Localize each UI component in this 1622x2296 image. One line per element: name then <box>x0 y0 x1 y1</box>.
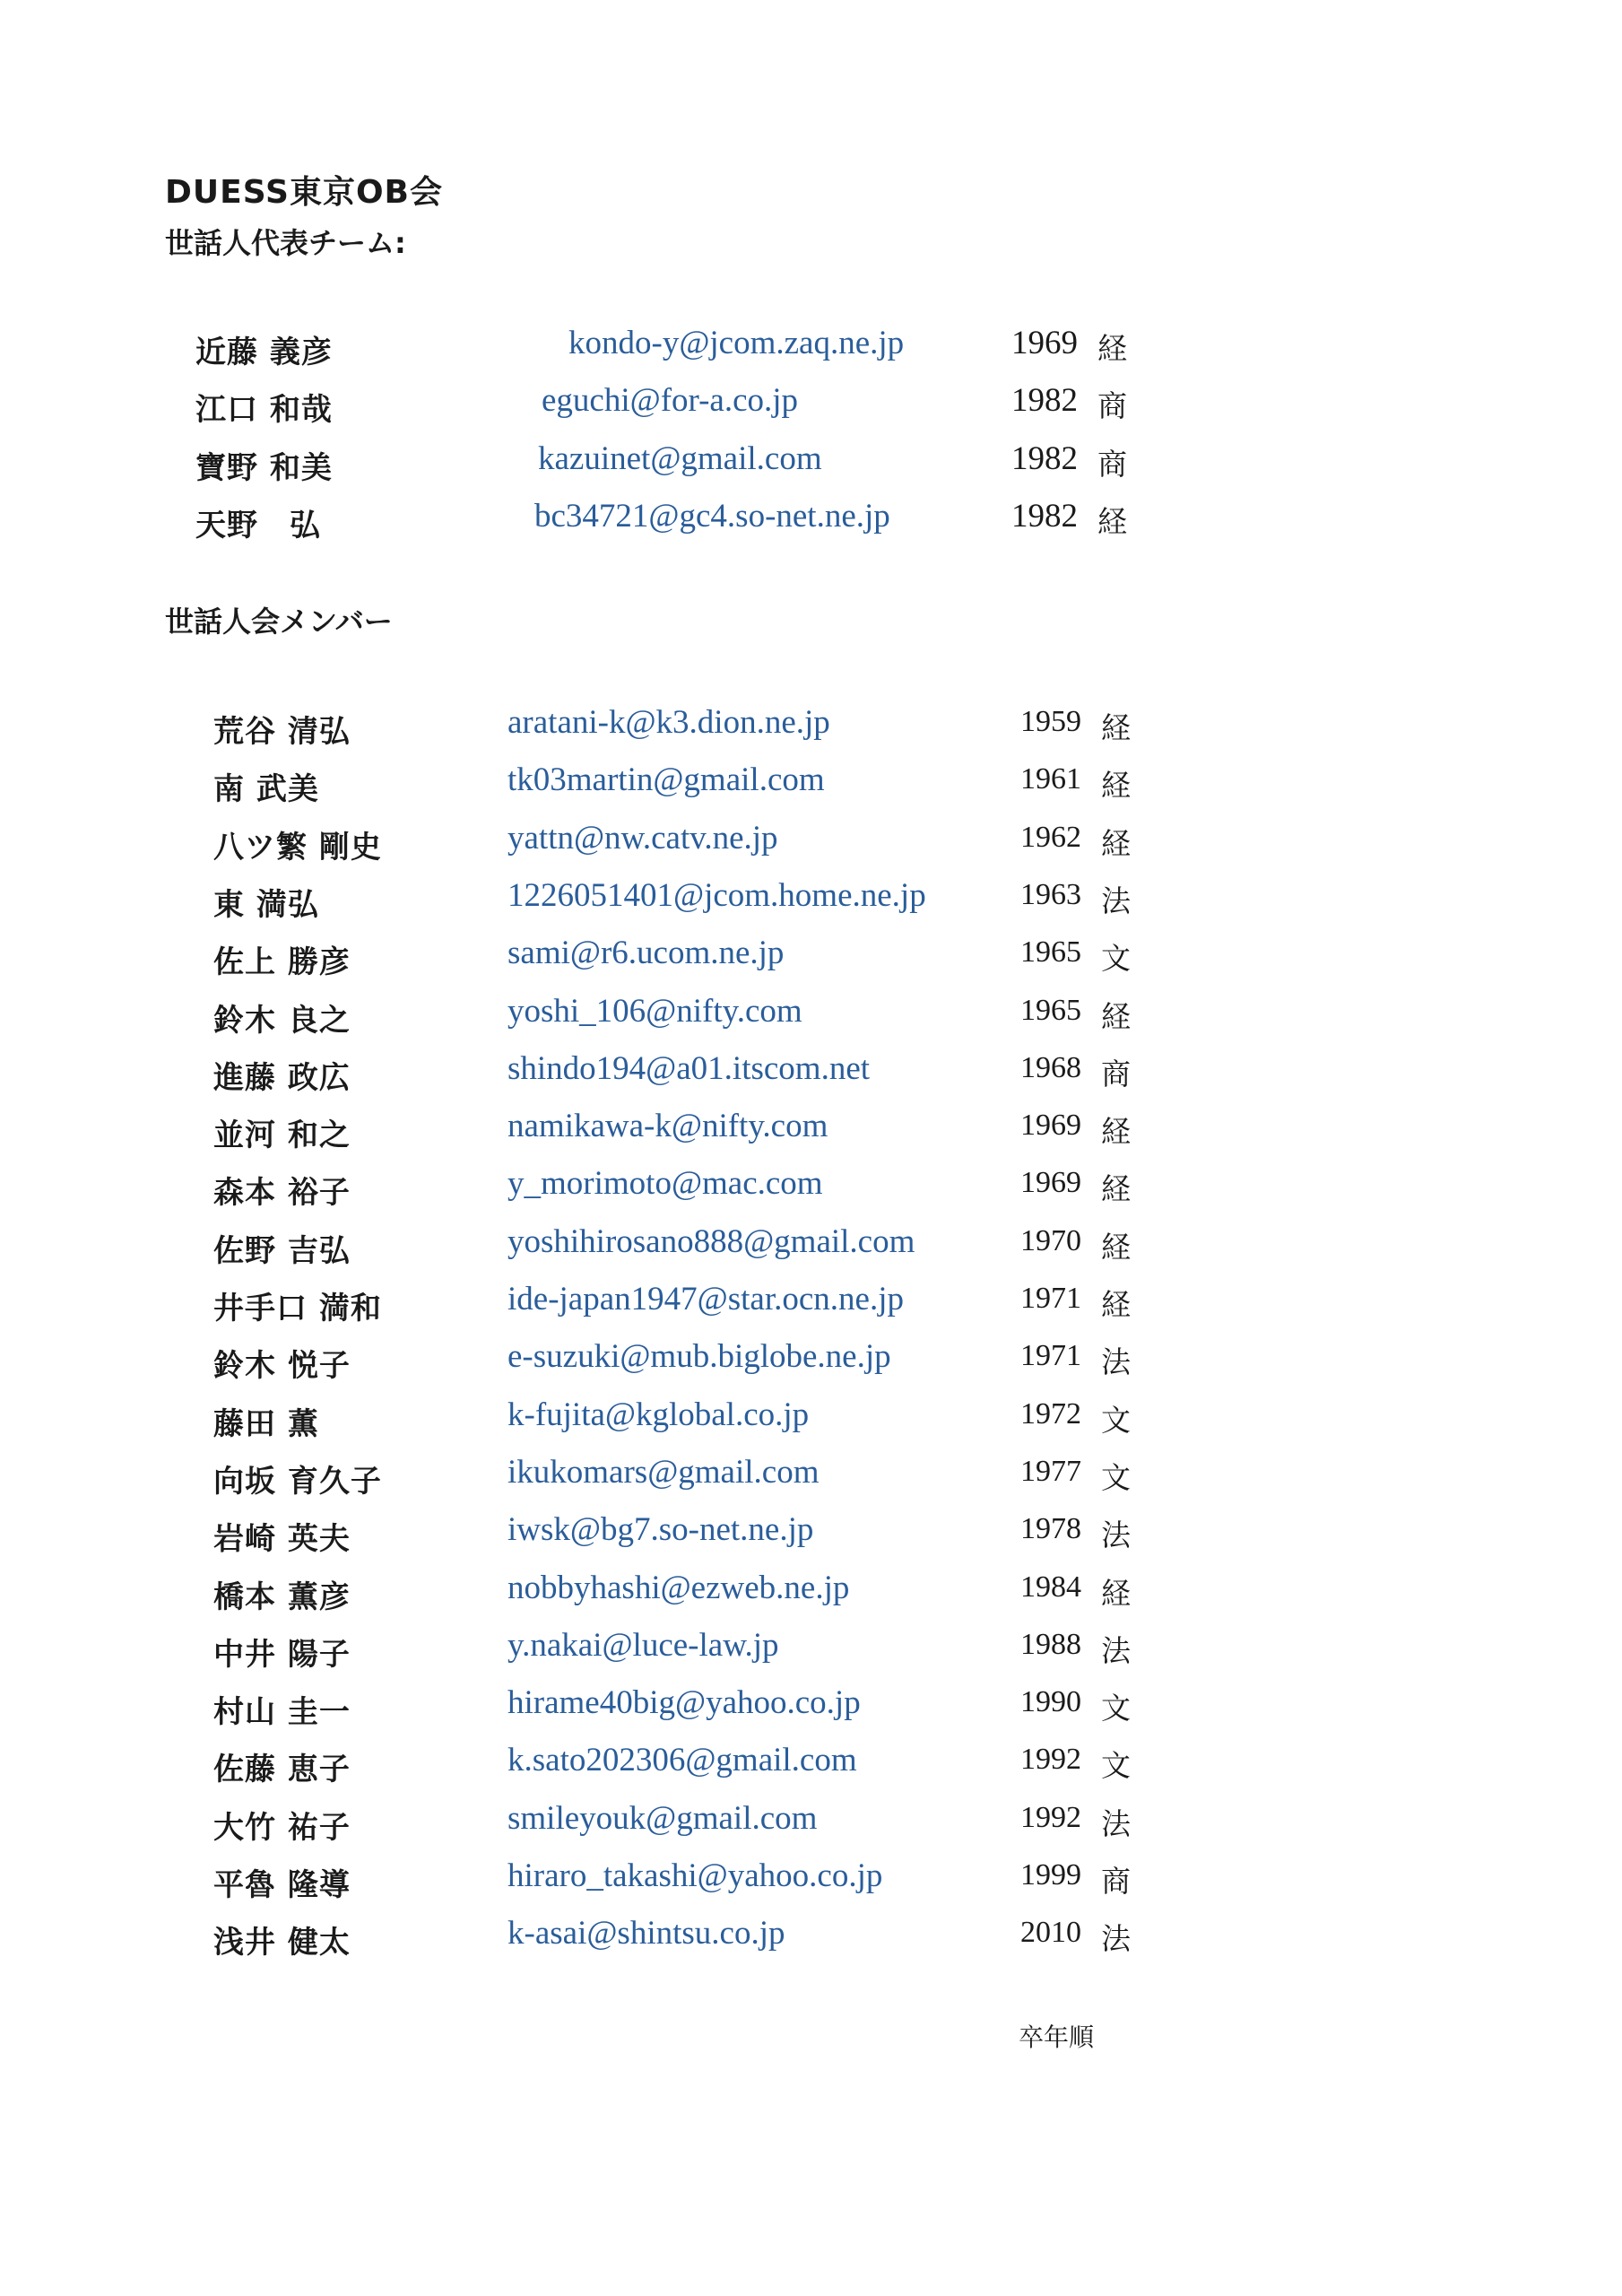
email-link[interactable]: eguchi@for-a.co.jp <box>542 382 799 419</box>
representative-row <box>0 320 1622 370</box>
member-row <box>0 1910 1622 1961</box>
faculty-label: 商 <box>1101 1864 1131 1899</box>
faculty-label: 文 <box>1101 1403 1131 1438</box>
member-row <box>0 1680 1622 1730</box>
member-name: 鈴木 悦子 <box>213 1348 351 1384</box>
members-heading: 世話人会メンバー <box>165 604 393 639</box>
faculty-label: 商 <box>1101 1057 1131 1091</box>
graduation-year: 1969 <box>1020 1109 1081 1142</box>
member-row <box>0 1392 1622 1442</box>
email-link[interactable]: y.nakai@luce-law.jp <box>507 1627 779 1664</box>
member-row <box>0 700 1622 750</box>
member-row <box>0 1219 1622 1269</box>
graduation-year: 1971 <box>1020 1282 1081 1315</box>
graduation-year: 1984 <box>1020 1570 1081 1604</box>
member-name: 寶野 和美 <box>195 450 333 486</box>
graduation-year: 1982 <box>1011 382 1078 419</box>
representative-row <box>0 378 1622 428</box>
member-name: 浅井 健太 <box>213 1925 351 1961</box>
member-name: 江口 和哉 <box>195 392 333 428</box>
member-name: 荒谷 清弘 <box>213 714 351 750</box>
member-name: 佐野 吉弘 <box>213 1233 351 1269</box>
faculty-label: 経 <box>1101 1576 1131 1611</box>
email-link[interactable]: k-asai@shintsu.co.jp <box>507 1915 785 1952</box>
graduation-year: 1982 <box>1011 498 1078 535</box>
member-row <box>0 1565 1622 1615</box>
email-link[interactable]: yoshi_106@nifty.com <box>507 993 802 1030</box>
graduation-year: 1999 <box>1020 1858 1081 1892</box>
email-link[interactable]: ikukomars@gmail.com <box>507 1454 820 1491</box>
member-name: 藤田 薫 <box>213 1406 319 1442</box>
faculty-label: 文 <box>1101 1691 1131 1726</box>
faculty-label: 経 <box>1101 1114 1131 1149</box>
representatives-heading: 世話人代表チーム: <box>165 226 406 260</box>
email-link[interactable]: shindo194@a01.itscom.net <box>507 1050 871 1087</box>
member-row <box>0 815 1622 865</box>
email-link[interactable]: hiraro_takashi@yahoo.co.jp <box>507 1857 883 1894</box>
faculty-label: 法 <box>1101 1806 1131 1841</box>
member-row <box>0 1046 1622 1096</box>
member-name: 佐藤 恵子 <box>213 1752 351 1787</box>
faculty-label: 文 <box>1101 1748 1131 1783</box>
member-name: 進藤 政広 <box>213 1060 351 1096</box>
email-link[interactable]: ide-japan1947@star.ocn.ne.jp <box>507 1281 904 1318</box>
graduation-year: 1968 <box>1020 1051 1081 1084</box>
email-link[interactable]: nobbyhashi@ezweb.ne.jp <box>507 1570 850 1606</box>
graduation-year: 1970 <box>1020 1224 1081 1257</box>
member-row <box>0 1796 1622 1846</box>
graduation-year: 1978 <box>1020 1512 1081 1545</box>
faculty-label: 経 <box>1101 1171 1131 1206</box>
member-name: 南 武美 <box>213 771 319 807</box>
graduation-year: 1971 <box>1020 1339 1081 1372</box>
faculty-label: 法 <box>1101 1921 1131 1956</box>
representative-row <box>0 493 1622 544</box>
email-link[interactable]: k-fujita@kglobal.co.jp <box>507 1396 810 1433</box>
member-row <box>0 873 1622 923</box>
email-link[interactable]: 1226051401@jcom.home.ne.jp <box>507 877 926 914</box>
member-row <box>0 1334 1622 1384</box>
faculty-label: 文 <box>1101 941 1131 976</box>
email-link[interactable]: kazuinet@gmail.com <box>538 440 822 477</box>
email-link[interactable]: hirame40big@yahoo.co.jp <box>507 1684 861 1721</box>
member-name: 東 満弘 <box>213 887 319 923</box>
member-row <box>0 1853 1622 1903</box>
faculty-label: 経 <box>1101 768 1131 803</box>
member-name: 森本 裕子 <box>213 1175 351 1211</box>
member-row <box>0 1737 1622 1787</box>
faculty-label: 経 <box>1101 1230 1131 1265</box>
email-link[interactable]: kondo-y@jcom.zaq.ne.jp <box>568 325 905 361</box>
graduation-year: 1992 <box>1020 1801 1081 1834</box>
email-link[interactable]: tk03martin@gmail.com <box>507 761 825 798</box>
graduation-year: 1990 <box>1020 1685 1081 1718</box>
member-name: 向坂 育久子 <box>213 1464 382 1500</box>
faculty-label: 経 <box>1101 999 1131 1034</box>
faculty-label: 商 <box>1097 447 1127 482</box>
sort-order-note: 卒年順 <box>1019 2022 1095 2052</box>
graduation-year: 1959 <box>1020 705 1081 738</box>
member-name: 中井 陽子 <box>213 1637 351 1673</box>
member-name: 並河 和之 <box>213 1118 351 1153</box>
faculty-label: 文 <box>1101 1460 1131 1495</box>
email-link[interactable]: sami@r6.ucom.ne.jp <box>507 935 785 971</box>
member-name: 橋本 薫彦 <box>213 1579 351 1615</box>
member-name: 大竹 祐子 <box>213 1810 351 1846</box>
graduation-year: 1969 <box>1011 325 1078 361</box>
email-link[interactable]: iwsk@bg7.so-net.ne.jp <box>507 1511 814 1548</box>
graduation-year: 1982 <box>1011 440 1078 477</box>
document-title: DUESS東京OB会 <box>165 174 443 211</box>
member-row <box>0 757 1622 807</box>
graduation-year: 1972 <box>1020 1397 1081 1431</box>
faculty-label: 法 <box>1101 1344 1131 1379</box>
email-link[interactable]: aratani-k@k3.dion.ne.jp <box>507 704 830 741</box>
member-row <box>0 1103 1622 1153</box>
member-name: 井手口 満和 <box>213 1291 382 1326</box>
email-link[interactable]: namikawa-k@nifty.com <box>507 1108 828 1144</box>
graduation-year: 1961 <box>1020 762 1081 796</box>
member-row <box>0 1507 1622 1557</box>
member-name: 村山 圭一 <box>213 1694 351 1730</box>
member-name: 佐上 勝彦 <box>213 944 351 980</box>
graduation-year: 1963 <box>1020 878 1081 911</box>
member-name: 天野 弘 <box>195 508 321 544</box>
member-name: 八ツ繁 剛史 <box>213 830 382 865</box>
graduation-year: 1969 <box>1020 1166 1081 1199</box>
graduation-year: 1988 <box>1020 1628 1081 1661</box>
member-row <box>0 930 1622 980</box>
representative-row <box>0 436 1622 486</box>
member-name: 平魯 隆導 <box>213 1867 351 1903</box>
graduation-year: 1992 <box>1020 1743 1081 1776</box>
faculty-label: 経 <box>1097 504 1127 539</box>
graduation-year: 1962 <box>1020 821 1081 854</box>
graduation-year: 2010 <box>1020 1916 1081 1949</box>
member-name: 鈴木 良之 <box>213 1003 351 1039</box>
member-row <box>0 1276 1622 1326</box>
email-link[interactable]: k.sato202306@gmail.com <box>507 1742 857 1779</box>
faculty-label: 経 <box>1097 331 1127 366</box>
faculty-label: 法 <box>1101 1633 1131 1668</box>
email-link[interactable]: smileyouk@gmail.com <box>507 1800 818 1837</box>
email-link[interactable]: yoshihirosano888@gmail.com <box>507 1223 915 1260</box>
faculty-label: 経 <box>1101 826 1131 861</box>
member-name: 岩崎 英夫 <box>213 1521 351 1557</box>
graduation-year: 1965 <box>1020 994 1081 1027</box>
member-name: 近藤 義彦 <box>195 335 333 370</box>
member-row <box>0 1622 1622 1673</box>
member-row <box>0 1161 1622 1211</box>
email-link[interactable]: bc34721@gc4.so-net.ne.jp <box>534 498 890 535</box>
graduation-year: 1977 <box>1020 1455 1081 1488</box>
faculty-label: 法 <box>1101 1518 1131 1552</box>
graduation-year: 1965 <box>1020 935 1081 969</box>
faculty-label: 経 <box>1101 1287 1131 1322</box>
member-row <box>0 988 1622 1039</box>
faculty-label: 商 <box>1097 388 1127 423</box>
faculty-label: 法 <box>1101 883 1131 918</box>
member-row <box>0 1449 1622 1500</box>
email-link[interactable]: e-suzuki@mub.biglobe.ne.jp <box>507 1338 891 1375</box>
email-link[interactable]: yattn@nw.catv.ne.jp <box>507 820 778 857</box>
email-link[interactable]: y_morimoto@mac.com <box>507 1165 823 1202</box>
faculty-label: 経 <box>1101 710 1131 745</box>
